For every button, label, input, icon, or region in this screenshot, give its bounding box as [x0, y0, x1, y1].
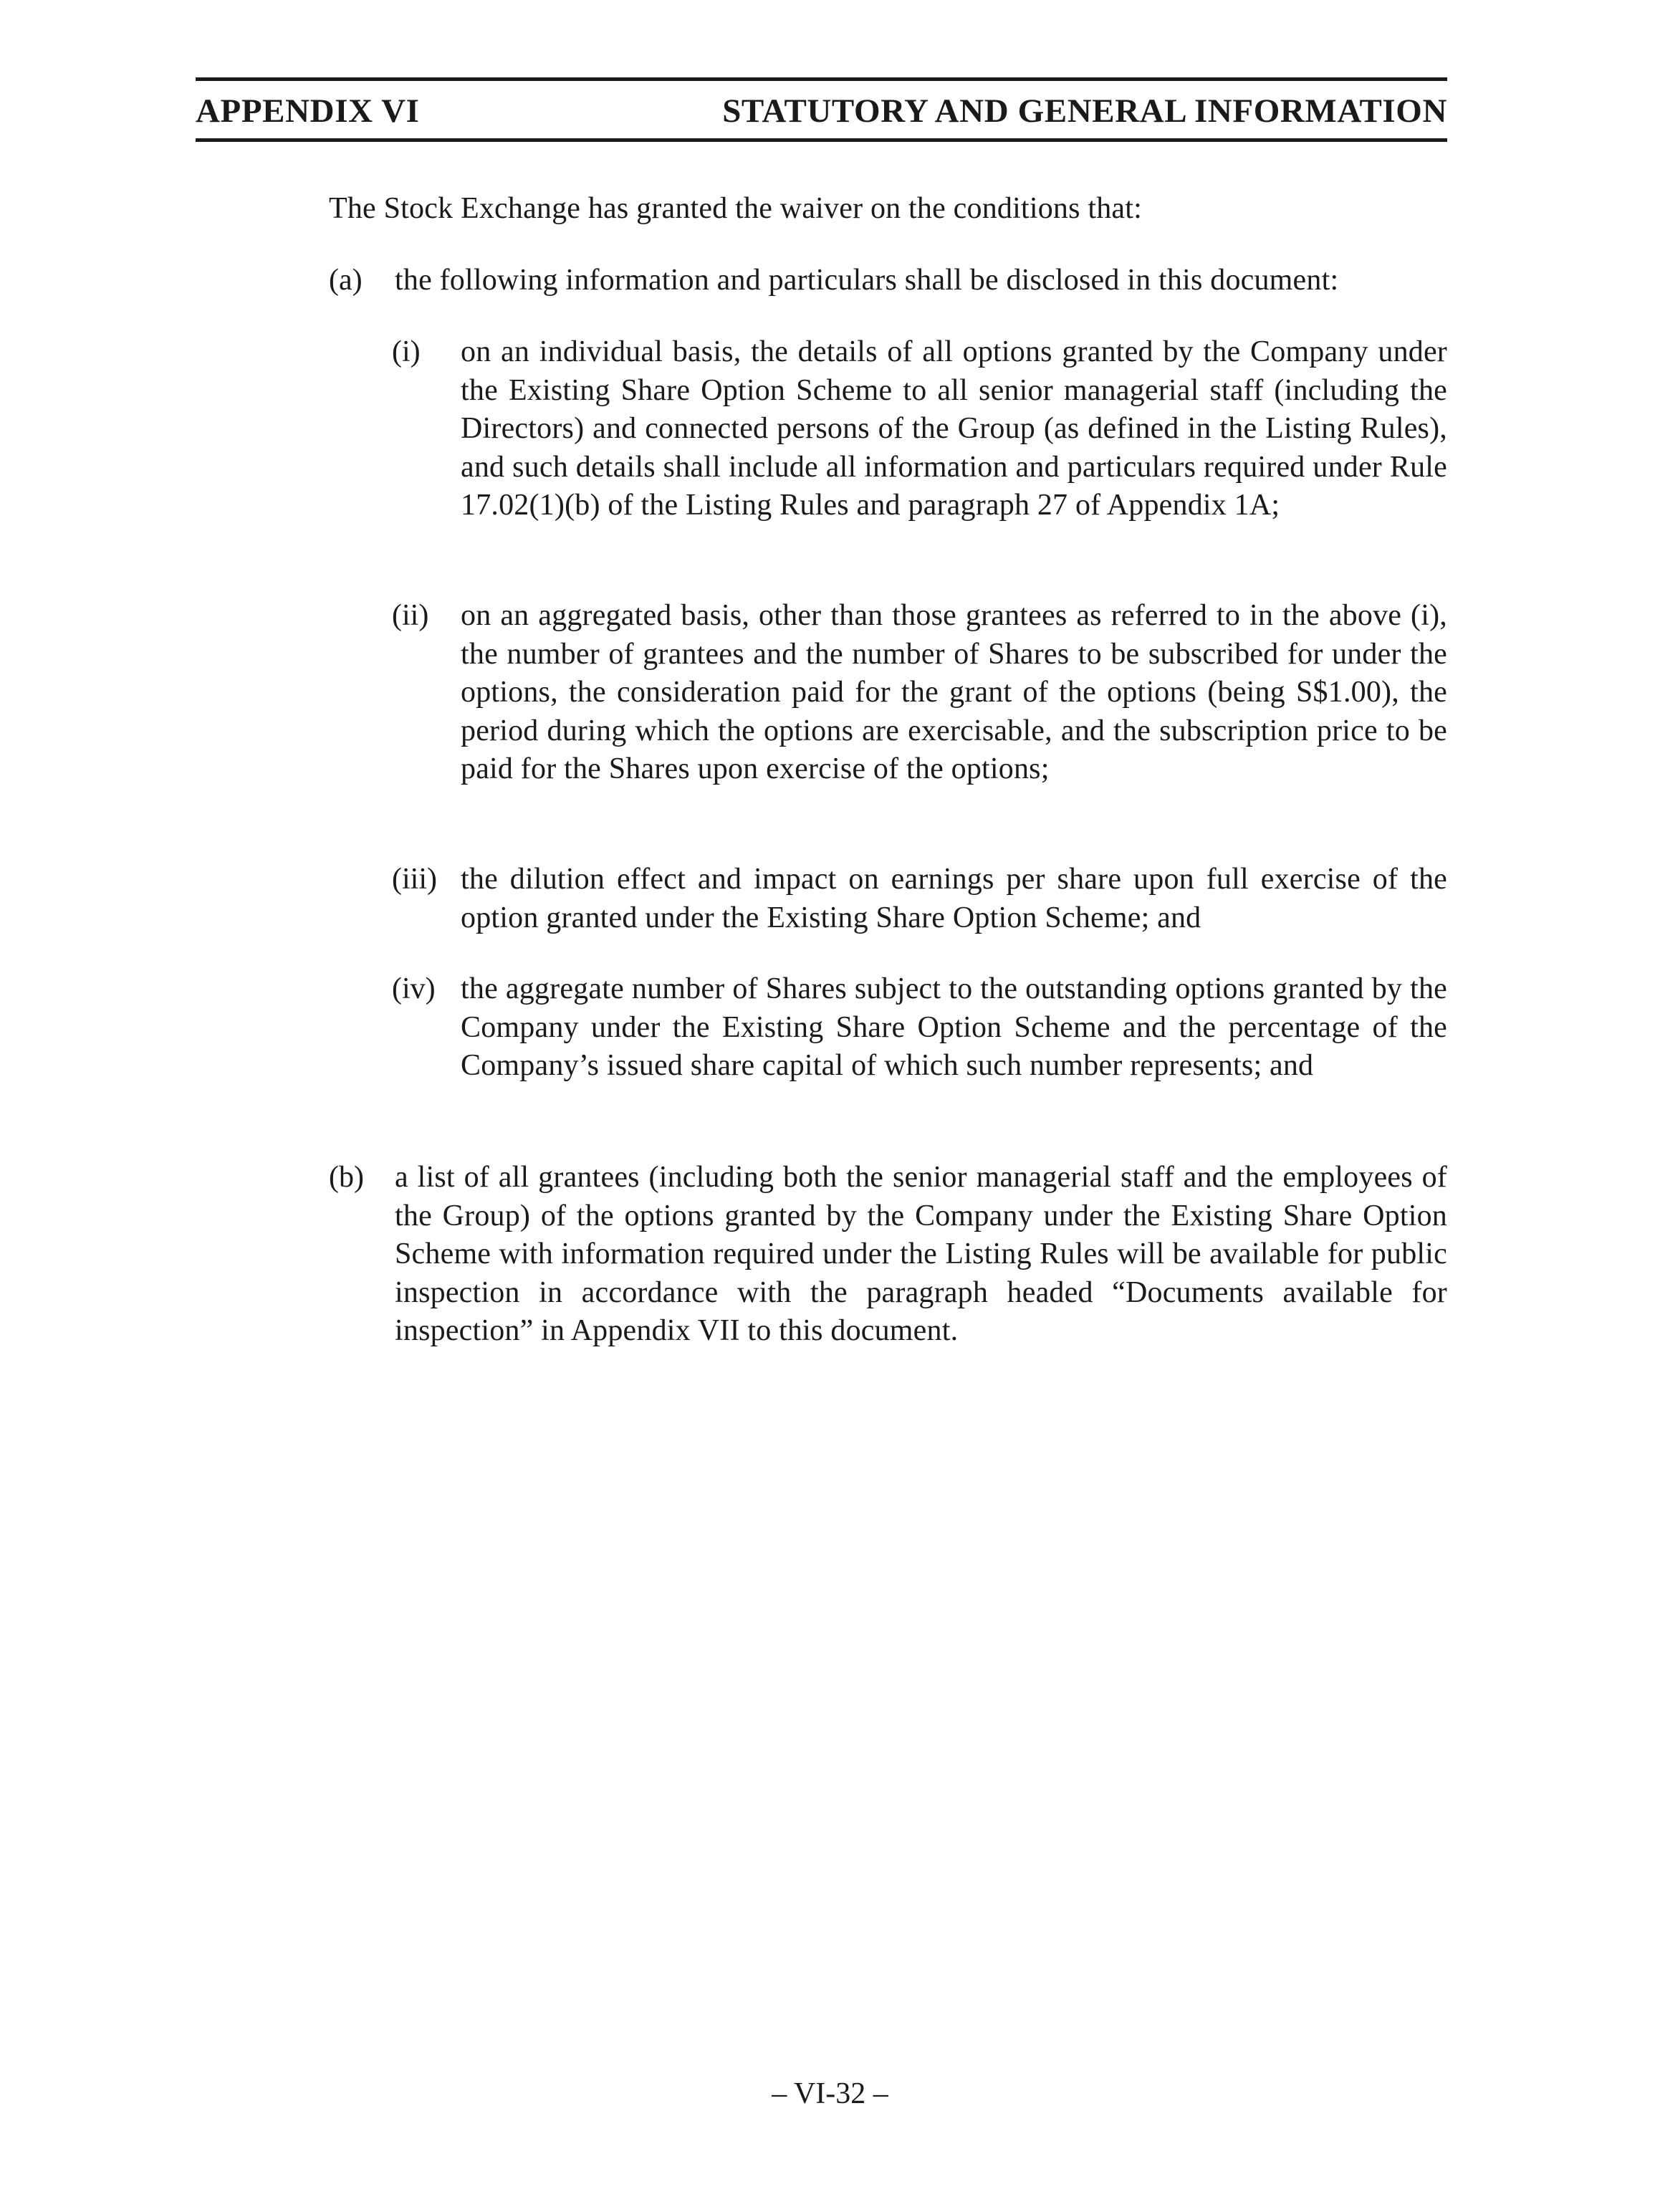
header-appendix-label: APPENDIX VI	[196, 92, 420, 130]
sub-item-text: the dilution effect and impact on earnings per share upon full exercise of the option granted under the Existing Share Option Scheme; and	[461, 863, 1447, 934]
sub-item-text: the aggregate number of Shares subject to the outstanding options granted by the Company under the Existing Share Option Scheme and the percentage of the Company’s issued share capital of which such number represents; and	[461, 972, 1447, 1082]
item-marker: (a)	[329, 264, 363, 297]
item-marker: (b)	[329, 1161, 364, 1194]
sub-item-text: on an individual basis, the details of all options granted by the Company under the Existing Share Option Scheme to all senior managerial staff (including the Directors) and connected persons of the Group (as defined in the Listing Rules), and such details shall include all information and particulars required under Rule 17.02(1)(b) of the Listing Rules and paragraph 27 of Appendix 1A;	[461, 335, 1447, 522]
sub-item-marker: (ii)	[392, 599, 429, 632]
intro-paragraph: The Stock Exchange has granted the waiver on the conditions that:	[329, 192, 1143, 225]
page-number: – VI-32 –	[772, 2077, 888, 2110]
item-text: a list of all grantees (including both the senior managerial staff and the employees of the Group) of the options granted by the Company under the Existing Share Option Scheme with information required under the Listing Rules will be available for public inspection in accordance with the paragraph headed “Documents available for inspection” in Appendix VII to this document.	[395, 1161, 1447, 1347]
sub-item-marker: (i)	[392, 335, 421, 368]
item-text: the following information and particulars shall be disclosed in this document:	[395, 264, 1339, 297]
header-section-title: STATUTORY AND GENERAL INFORMATION	[722, 92, 1447, 130]
sub-item-marker: (iii)	[392, 863, 437, 896]
sub-item-marker: (iv)	[392, 972, 436, 1005]
sub-item-text: on an aggregated basis, other than those grantees as referred to in the above (i), the number of grantees and the number of Shares to be subscribed for under the options, the consideration paid for the grant of the options (being S$1.00), the period during which the options are exercisable, and the subscription price to be paid for the Shares upon exercise of the options;	[461, 599, 1447, 785]
page-header	[196, 77, 1447, 142]
